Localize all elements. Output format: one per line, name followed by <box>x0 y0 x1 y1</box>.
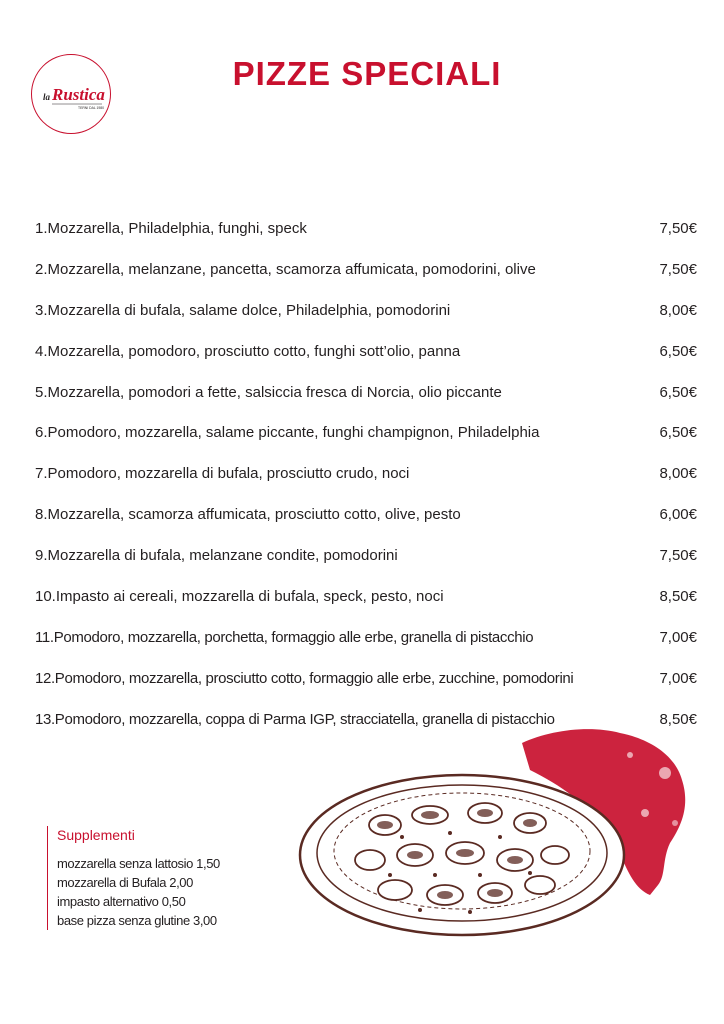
menu-item-price: 8,00€ <box>659 465 697 483</box>
pizza-illustration <box>290 725 710 960</box>
menu-item-description: 5.Mozzarella, pomodori a fette, salsiccia fresca di Norcia, olio piccante <box>35 383 502 401</box>
menu-item-price: 6,00€ <box>659 506 697 524</box>
menu-item <box>35 463 697 504</box>
menu-item-description: 10.Impasto ai cereali, mozzarella di bufala, speck, pesto, noci <box>35 588 444 606</box>
menu-item-price: 6,50€ <box>659 383 697 401</box>
menu-item-description: 8.Mozzarella, scamorza affumicata, prosciutto cotto, olive, pesto <box>35 506 461 524</box>
supplements-title: Supplementi <box>57 827 135 843</box>
logo-la-text: la <box>43 92 51 102</box>
menu-item-price: 6,50€ <box>659 424 697 442</box>
menu-item <box>35 504 697 545</box>
menu-item <box>35 422 697 463</box>
menu-item-description: 3.Mozzarella di bufala, salame dolce, Philadelphia, pomodorini <box>35 301 451 319</box>
menu-item-price: 8,00€ <box>659 301 697 319</box>
menu-item <box>35 300 697 341</box>
menu-item-description: 12.Pomodoro, mozzarella, prosciutto cotto, formaggio alle erbe, zucchine, pomodorini <box>35 669 574 687</box>
menu-item-description: 7.Pomodoro, mozzarella di bufala, prosciutto crudo, noci <box>35 465 410 483</box>
menu-item <box>35 382 697 423</box>
supplements-box <box>47 826 220 930</box>
menu-item-price: 7,50€ <box>659 547 697 565</box>
menu-item-price: 6,50€ <box>659 342 697 360</box>
supplement-item: mozzarella di Bufala 2,00 <box>57 875 193 890</box>
supplement-item: mozzarella senza lattosio 1,50 <box>57 856 220 871</box>
menu-item-description: 6.Pomodoro, mozzarella, salame piccante, funghi champignon, Philadelphia <box>35 424 540 442</box>
menu-item-price: 7,50€ <box>659 260 697 278</box>
menu-item <box>35 586 697 627</box>
menu-list <box>35 218 697 750</box>
logo-rustica-text: Rustica <box>52 85 105 104</box>
menu-item-description: 2.Mozzarella, melanzane, pancetta, scamorza affumicata, pomodorini, olive <box>35 260 536 278</box>
menu-item-price: 8,50€ <box>659 588 697 606</box>
supplement-item: impasto alternativo 0,50 <box>57 894 186 909</box>
logo-subtitle: TERNI DAL 1980 <box>78 106 105 110</box>
menu-item-description: 9.Mozzarella di bufala, melanzane condite, pomodorini <box>35 547 398 565</box>
supplements-list <box>57 854 220 930</box>
menu-item-price: 7,00€ <box>659 669 697 687</box>
menu-item-description: 4.Mozzarella, pomodoro, prosciutto cotto, funghi sott’olio, panna <box>35 342 461 360</box>
menu-item <box>35 627 697 668</box>
menu-item <box>35 218 697 259</box>
menu-item <box>35 341 697 382</box>
menu-item-description: 13.Pomodoro, mozzarella, coppa di Parma IGP, stracciatella, granella di pistacchio <box>35 710 555 728</box>
menu-item-price: 7,00€ <box>659 628 697 646</box>
menu-item <box>35 545 697 586</box>
menu-item-description: 1.Mozzarella, Philadelphia, funghi, speck <box>35 220 307 237</box>
page-title: PIZZE SPECIALI <box>232 55 502 92</box>
menu-item <box>35 668 697 709</box>
menu-item-price: 7,50€ <box>659 220 697 237</box>
menu-item <box>35 259 697 300</box>
menu-item-description: 11.Pomodoro, mozzarella, porchetta, formaggio alle erbe, granella di pistacchio <box>35 628 534 646</box>
supplement-item: base pizza senza glutine 3,00 <box>57 913 217 928</box>
menu-item-price: 8,50€ <box>659 710 697 728</box>
